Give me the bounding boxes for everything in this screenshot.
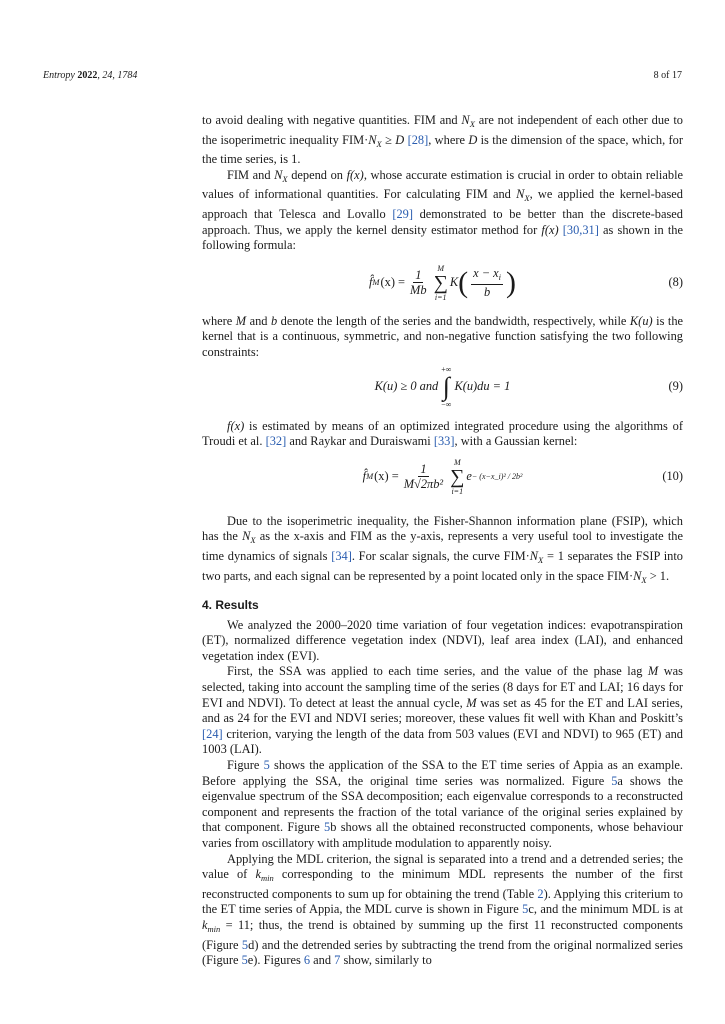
figure-link-6[interactable]: 6 (303, 953, 311, 968)
figure-link-5d[interactable]: 5 (241, 937, 249, 952)
paragraph-kernel-definition: where M and b denote the length of the series and the bandwidth, respectively, while K(u) is the kernel that is a continuous, symmetric, and non-negative function satisfying the two following constraints: (202, 313, 684, 359)
equation-8: f̂ M (x) = $\frac{1}{Mb}$ M ∑ i=1 K ( $\frac{x - x_i}{b}$ ) (8) (368, 263, 683, 302)
figure-link-5a[interactable]: 5 (611, 773, 618, 788)
citation-link-33[interactable]: [33] (433, 434, 455, 449)
paragraph-fsip: Due to the isoperimetric inequality, the Fisher-Shannon information plane (FSIP), which has the $N_X$ as the x-axis and FIM as the y-axis, represents a very useful tool to investigate the time dynamics of signals [34]. For scalar signals, the curve $FIM\cdot N_X = 1$ separates the FSIP into two parts, and each signal can be represented by a point located only in the space $FIM\cdot N_X > 1$. (202, 513, 683, 585)
journal-year: 2022 (77, 70, 98, 81)
main-content (202, 113, 683, 969)
citation-link-32[interactable]: [32] (265, 434, 287, 449)
journal-name: Entropy (43, 70, 75, 81)
paragraph-mdl-criterion: Applying the MDL criterion, the signal is separated into a trend and a detrended series; the value of $k_{min}$ corresponding to the minimum MDL represents the number of the first reconstructed components to sum up for obtaining the trend (Table 2). Applying this criterium to the ET time series of Appia, the MDL curve is shown in Figure 5c, and the minimum MDL is at $k_{min} = 11$; thus, the trend is obtained by summing up the first 11 reconstructed components (Figure 5d) and the detrended series by subtracting the trend from the original normalized series (Figure 5e). Figures 6 and 7 show, similarly to (202, 851, 684, 968)
section-heading-results: 4. Results (202, 598, 259, 613)
figure-link-7[interactable]: 7 (334, 953, 341, 968)
paragraph-isoperimetric: to avoid dealing with negative quantities. FIM and $N_X$ are not independent of each other due to the isoperimetric inequality $FIM\cdot N_X \ge D$ [28], where D is the dimension of the space, which, for the time series, is 1. (202, 113, 684, 167)
paragraph-vegetation-indices: We analyzed the 2000–2020 time variation of four vegetation indices: evapotranspiration (ET), normalized difference vegetation index (NDVI), leaf area index (LAI), and enhanced vegetation index (EVI). (202, 617, 683, 663)
equation-9: K(u) ≥ 0 and +∞ ∫ −∞ K(u)du = 1 (9) (374, 364, 683, 409)
page-number: 8 of 17 (653, 70, 682, 81)
paragraph-ssa-phase-lag: First, the SSA was applied to each time series, and the value of the phase lag M was selected, taking into account the sampling time of the series (8 days for ET and LAI; 16 days for EVI and NDVI). To detect at least the annual cycle, M was set as 45 for the ET and LAI series, and as 24 for the EVI and NDVI series; moreover, these values fit well with Khan and Poskitt’s [24] criterion, varying the length of the data from 503 values (EVI and NDVI) to 965 (ET) and 1003 (LAI). (202, 664, 683, 757)
paragraph-gaussian-kernel: f(x) is estimated by means of an optimized integrated procedure using the algorithms of Troudi et al. [32] and Raykar and Duraiswami [33], with a Gaussian kernel: (202, 418, 683, 449)
table-link-2[interactable]: 2 (537, 886, 544, 901)
equation-number-8: (8) (668, 274, 683, 289)
paragraph-figure5-description: Figure 5 shows the application of the SSA to the ET time series of Appia as an example. Before applying the SSA, the original time series was normalized. Figure 5a shows the eigenvalue spectrum of the SSA decomposition; each eigenvalue corresponds to a reconstructed component and represents the fraction of the total variance of the original series explained by that component. Figure 5b shows all the obtained reconstructed components, whose behaviour varies from oscillatory with amplitude modulation to apparently noisy. (202, 758, 683, 850)
figure-link-5e[interactable]: 5 (241, 953, 248, 968)
paragraph-kernel-approach: FIM and $N_X$ depend on f(x), whose accurate estimation is crucial in order to obtain reliable values of informational quantities. For calculating FIM and $N_X$, we applied the kernel-based approach that Telesca and Lovallo [29] demonstrated to be better than the discrete-based approach. Thus, we apply the kernel density estimator method for f(x) [30,31] as shown in the following formula: (202, 167, 684, 253)
equation-10: f̂ M (x) = $\frac{1}{\text{M√2πb²}}$ M ∑ i=1 e − (x−x_i)² / 2b² (10) (362, 457, 683, 496)
equation-number-9: (9) (668, 378, 683, 393)
figure-link-5b[interactable]: 5 (324, 820, 331, 835)
citation-link-24[interactable]: [24] (202, 726, 223, 741)
citation-link-34[interactable]: [34] (331, 548, 352, 563)
equation-number-10: (10) (662, 468, 683, 483)
citation-link-30-31[interactable]: [30,31] (562, 222, 599, 237)
running-header-citation (43, 70, 137, 81)
citation-link-29[interactable]: [29] (392, 206, 413, 221)
journal-volume: , 24, 1784 (97, 70, 138, 81)
figure-link-5[interactable]: 5 (263, 758, 270, 773)
figure-link-5c[interactable]: 5 (522, 902, 529, 917)
citation-link-28[interactable]: [28] (407, 132, 429, 147)
